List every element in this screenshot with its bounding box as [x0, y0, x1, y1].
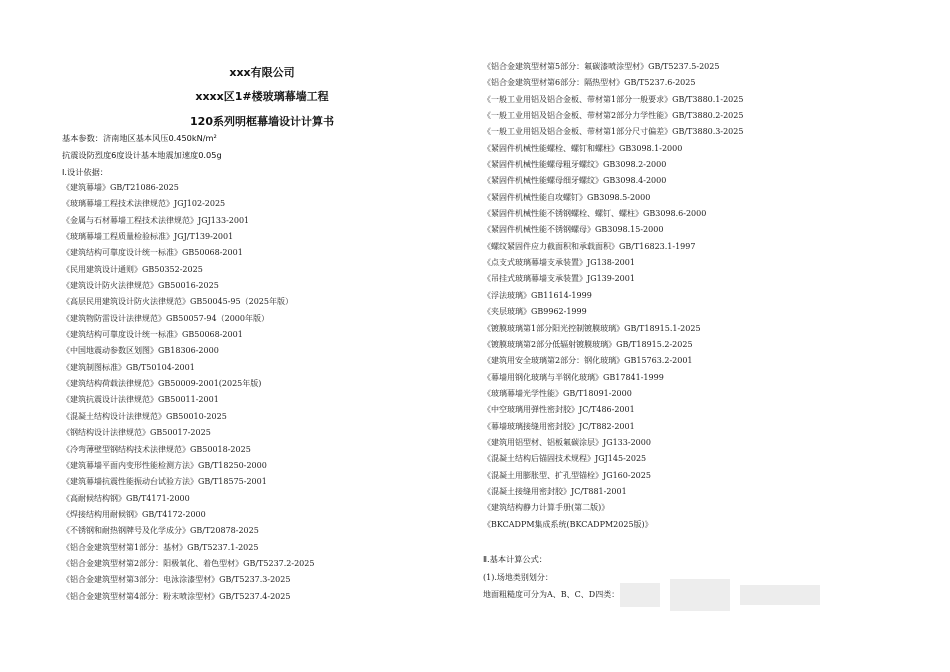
reference-item: 《焊接结构用耐候钢》GB/T4172-2000 — [62, 509, 206, 519]
reference-item: 《紧固件机械性能不锈钢螺母》GB3098.15-2000 — [483, 225, 664, 235]
reference-item: 《铝合金建筑型材第6部分：隔热型材》GB/T5237.6-2025 — [483, 78, 696, 88]
reference-item: 《钢结构设计法律规范》GB50017-2025 — [62, 428, 211, 438]
reference-item: 《铝合金建筑型材第3部分：电泳涂漆型材》GB/T5237.3-2025 — [62, 575, 291, 585]
reference-item: 《建筑幕墙》GB/T21086-2025 — [62, 183, 179, 192]
reference-item: 《铝合金建筑型材第1部分：基材》GB/T5237.1-2025 — [62, 542, 259, 552]
reference-item: 《玻璃幕墙光学性能》GB/T18091-2000 — [483, 388, 632, 398]
reference-item: 《紧固件机械性能螺母细牙螺纹》GB3098.4-2000 — [483, 176, 667, 186]
section-design-basis-heading: Ⅰ.设计依据： — [62, 167, 108, 177]
reference-item: 《混凝土接缝用密封胶》JC/T881-2001 — [483, 486, 627, 496]
basic-params-seismic: 抗震设防烈度6度设计基本地震加速度0.05g — [62, 150, 222, 160]
reference-item: 《中国地震动参数区划图》GB18306-2000 — [62, 346, 219, 356]
reference-item: 《铝合金建筑型材第5部分：氟碳漆喷涂型材》GB/T5237.5-2025 — [483, 62, 720, 71]
reference-item: 《幕墙用钢化玻璃与半钢化玻璃》GB17841-1999 — [483, 372, 664, 382]
reference-item: 《高耐候结构钢》GB/T4171-2000 — [62, 493, 190, 503]
reference-item: 《铝合金建筑型材第2部分：阳极氧化、着色型材》GB/T5237.2-2025 — [62, 558, 315, 568]
project-name: xxxx区1#楼玻璃幕墙工程 — [195, 90, 329, 103]
reference-item: 《建筑幕墙平面内变形性能检测方法》GB/T18250-2000 — [62, 460, 267, 470]
reference-item: 《玻璃幕墙工程质量检验标准》JGJ/T139-2001 — [62, 232, 234, 242]
reference-item: 《紧固件机械性能不锈钢螺栓、螺钉、螺柱》GB3098.6-2000 — [483, 209, 707, 219]
reference-item: 《浮法玻璃》GB11614-1999 — [483, 290, 592, 300]
reference-item: 《中空玻璃用弹性密封胶》JC/T486-2001 — [483, 405, 635, 415]
roughness-category-item: 地面粗糙度可分为A、B、C、D四类： — [483, 590, 620, 599]
reference-item: 《玻璃幕墙工程技术法律规范》JGJ102-2025 — [62, 199, 226, 209]
reference-item: 《建筑抗震设计法律规范》GB50011-2001 — [62, 395, 219, 405]
reference-item: 《建筑结构荷载法律规范》GB50009-2001(2025年版) — [62, 379, 262, 389]
watermark-graphic — [610, 575, 840, 615]
reference-item: 《民用建筑设计通则》GB50352-2025 — [62, 264, 203, 274]
reference-item: 《冷弯薄壁型钢结构技术法律规范》GB50018-2025 — [62, 444, 251, 454]
reference-item: 《点支式玻璃幕墙支承装置》JG138-2001 — [483, 258, 635, 268]
reference-item: 《不锈钢和耐热钢牌号及化学成分》GB/T20878-2025 — [62, 526, 259, 536]
reference-item: 《一般工业用铝及铝合金板、带材第1部分一般要求》GB/T3880.1-2025 — [483, 94, 744, 104]
reference-item: 《建筑用安全玻璃第2部分：钢化玻璃》GB15763.2-2001 — [483, 356, 693, 366]
section-formulas-heading: Ⅱ.基本计算公式： — [483, 554, 547, 564]
reference-item: 《紧固件机械性能螺母粗牙螺纹》GB3098.2-2000 — [483, 160, 667, 170]
reference-item: 《一般工业用铝及铝合金板、带材第1部分尺寸偏差》GB/T3880.3-2025 — [483, 127, 744, 137]
reference-list-left — [62, 180, 314, 605]
reference-item: 《高层民用建筑设计防火法律规范》GB50045-95（2025年版） — [62, 297, 293, 307]
reference-item: 《吊挂式玻璃幕墙支承装置》JG139-2001 — [483, 274, 635, 284]
reference-item: 《建筑设计防火法律规范》GB50016-2025 — [62, 281, 219, 291]
reference-item: 《BKCADPM集成系统(BKCADPM2025版)》 — [483, 519, 653, 529]
reference-item: 《紧固件机械性能螺栓、螺钉和螺柱》GB3098.1-2000 — [483, 143, 683, 153]
document-title: 120系列明框幕墙设计计算书 — [190, 115, 334, 128]
reference-item: 《建筑结构可靠度设计统一标准》GB50068-2001 — [62, 330, 243, 340]
reference-item: 《镀膜玻璃第1部分阳光控制镀膜玻璃》GB/T18915.1-2025 — [483, 323, 701, 333]
reference-item: 《螺纹紧固件应力截面积和承载面积》GB/T16823.1-1997 — [483, 241, 696, 251]
reference-item: 《建筑制图标准》GB/T50104-2001 — [62, 362, 195, 372]
reference-item: 《紧固件机械性能自攻螺钉》GB3098.5-2000 — [483, 192, 651, 202]
reference-item: 《镀膜玻璃第2部分低辐射镀膜玻璃》GB/T18915.2-2025 — [483, 339, 693, 349]
reference-item: 《建筑结构可靠度设计统一标准》GB50068-2001 — [62, 248, 243, 258]
reference-item: 《混凝土结构设计法律规范》GB50010-2025 — [62, 411, 227, 421]
reference-item: 《建筑结构静力计算手册(第二版)》 — [483, 503, 610, 513]
reference-item: 《建筑用铝型材、铝板氟碳涂层》JG133-2000 — [483, 437, 651, 447]
reference-item: 《幕墙玻璃接缝用密封胶》JC/T882-2001 — [483, 421, 635, 431]
reference-list-right — [483, 59, 743, 533]
reference-item: 《一般工业用铝及铝合金板、带材第2部分力学性能》GB/T3880.2-2025 — [483, 111, 744, 121]
reference-item: 《建筑幕墙抗震性能振动台试验方法》GB/T18575-2001 — [62, 477, 267, 487]
reference-item: 《夹层玻璃》GB9962-1999 — [483, 307, 587, 317]
company-name: xxx有限公司 — [229, 66, 295, 79]
reference-item: 《混凝土用膨胀型、扩孔型锚栓》JG160-2025 — [483, 470, 651, 480]
basic-params-wind: 基本参数：济南地区基本风压0.450kN/m² — [62, 133, 217, 143]
reference-item: 《铝合金建筑型材第4部分：粉末喷涂型材》GB/T5237.4-2025 — [62, 591, 291, 601]
reference-item: 《混凝土结构后锚固技术规程》JGJ145-2025 — [483, 454, 647, 464]
reference-item: 《建筑物防雷设计法律规范》GB50057-94（2000年版） — [62, 313, 269, 323]
site-category-item: (1).场地类别划分： — [483, 573, 553, 582]
reference-item: 《金属与石材幕墙工程技术法律规范》JGJ133-2001 — [62, 215, 250, 225]
